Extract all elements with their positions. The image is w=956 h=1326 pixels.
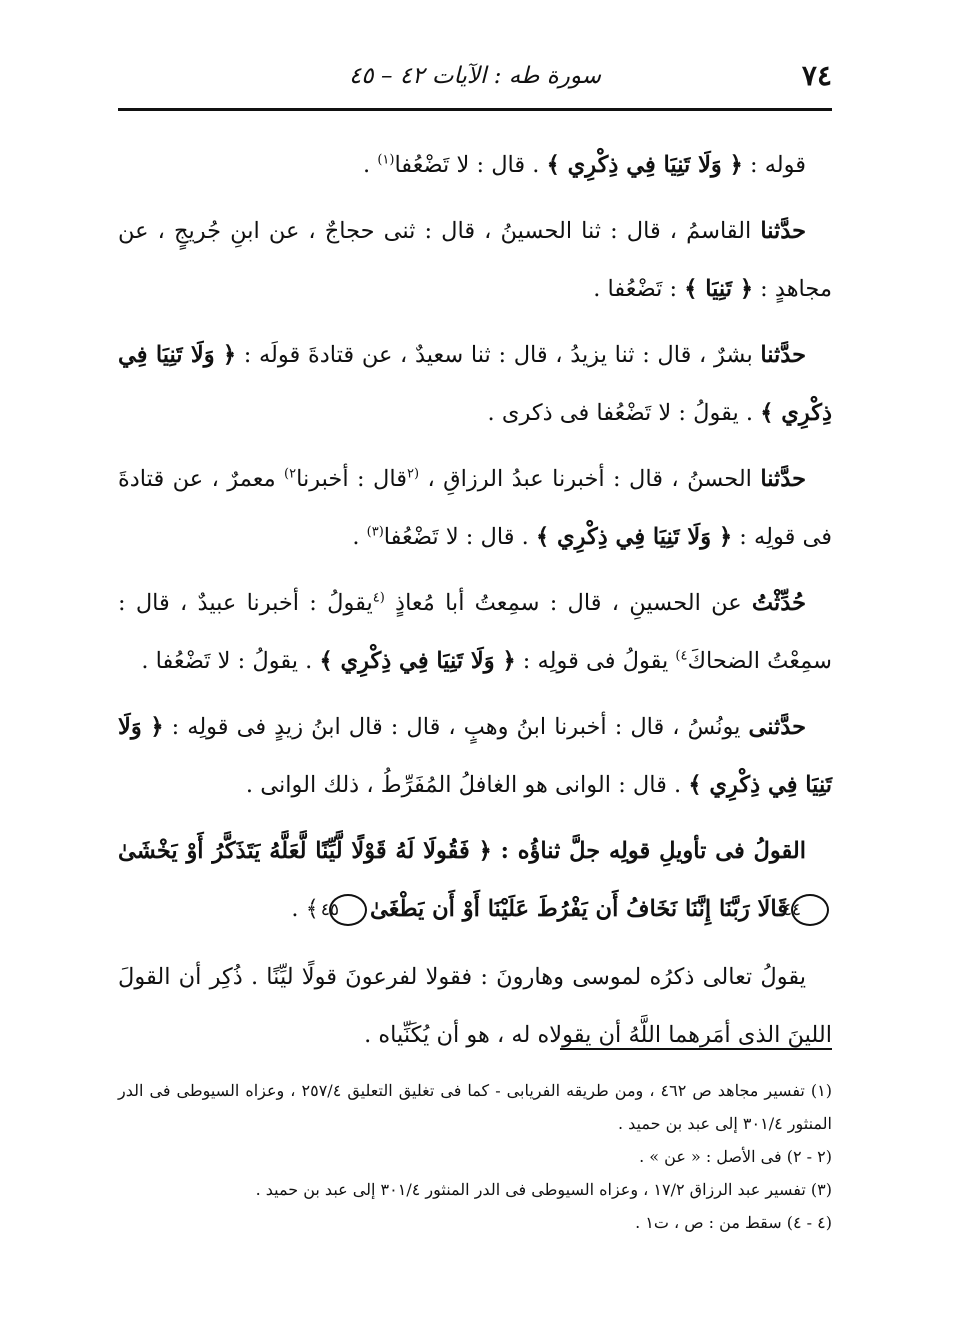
quran-quote: ﴿ تَنِيَا ﴾ [684,276,753,302]
paragraph-tail: . قال : الوانى هو الغافلُ المُفَرِّطُ ، ذلك الوانى . [245,772,689,798]
footnote-4: (٤ - ٤) سقط من : ص ، ت١ . [635,1213,832,1232]
paragraph-1 [118,136,832,194]
paragraph-5 [118,574,832,690]
footnote-3: (٣) تفسير عبد الرزاق ١٧/٢ ، وعزاه السيوطى فى الدر المنثور ٣٠١/٤ إلى عبد بن حميد . [255,1180,832,1199]
paragraph-7 [118,822,832,938]
quran-quote: ﴿ وَلَا تَنِيَا فِي ذِكْرِي ﴾ [118,342,832,426]
paragraph-text: القاسمُ ، قال : ثنا الحسينُ ، قال : ثنى حجاجٌ ، عن ابنِ جُريجٍ ، عن مجاهدٍ : [118,218,832,302]
paragraph-tail: ﴾ . [291,896,326,922]
footnote-rule [560,1048,832,1050]
section-heading: القولُ فى تأويلِ قولِه جلَّ ثناؤُه : [491,838,806,864]
quran-verse: قَالَا رَبَّنَا إِنَّنَا نَخَافُ أَن يَفْرُطَ عَلَيْنَا أَوْ أَن يَطْغَىٰ [369,896,788,922]
paragraph-lead: قوله : [742,152,806,178]
isnad-lead: حدَّثنا [760,218,806,244]
paragraph-text: يقولُ : أخبرنا عبيدٌ ، قال : سمِعْتُ الضحاكَ [118,590,832,674]
ayah-number-marker: ٤٤ [791,894,829,926]
paragraph-text: معمرٌ ، عن قتادةَ فى قولِه : [118,466,832,550]
paragraph-8 [118,948,832,1064]
paragraph-tail: . [352,524,367,550]
running-head: سورة طه : الآيات ٤٢ – ٤٥ [348,63,602,89]
quran-quote: ﴿ وَلَا تَنِيَا فِي ذِكْرِي ﴾ [546,152,743,178]
paragraph-3 [118,326,832,442]
quran-quote: ﴿ وَلَا تَنِيَا فِي ذِكْرِي ﴾ [319,648,516,674]
paragraph-tail: . يقولُ : لا تَضْعُفا فى ذكرى . [487,400,761,426]
quran-verse: ﴿ فَقُولَا لَهُ قَوْلًا لَّيِّنًا لَّعَلَّهُ يَتَذَكَّرُ أَوْ يَخْشَىٰ [118,838,492,864]
header-rule [118,108,832,111]
paragraph-text: الحسنُ ، قال : أخبرنا عبدُ الرزاقِ ، [419,466,761,492]
isnad-lead: حدَّثنا [760,342,806,368]
footnote-ref: ٢) [284,466,297,482]
paragraph-text: يقولُ تعالى ذكرُه لموسى وهارونَ : فقولا لفرعونَ قولًا ليِّنًا . ذُكِر أن القولَ اللينَ الذى أمَرهما اللَّهُ أن يقولاه له ، هو أن يُكَنِّياه . [118,964,832,1048]
footnote-ref: ٤) [675,648,688,664]
paragraph-text: بشرٌ ، قال : ثنا يزيدُ ، قال : ثنا سعيدٌ ، عن قتادةَ قولَه : [236,342,761,368]
footnote-ref: (٤ [372,590,385,606]
body-text [118,136,832,1072]
footnote-2: (٢ - ٢) فى الأصل : « عن » . [639,1147,832,1166]
paragraph-text: . قال : لا تَضْعُفا [383,524,536,550]
paragraph-tail: . يقولُ : لا تَضْعُفا . [141,648,320,674]
paragraph-tail: . [363,152,378,178]
isnad-lead: حدَّثنا [760,466,806,492]
ayah-number-marker: ٤٥ [329,894,367,926]
paragraph-text: يقولُ فى قولِه : [515,648,676,674]
paragraph-text: يونُسُ ، قال : أخبرنا ابنُ وهبٍ ، قال : قال ابنُ زيدٍ فى قولِه : [163,714,749,740]
paragraph-text: . قال : لا تَضْعُفا [394,152,547,178]
quran-quote: ﴿ وَلَا تَنِيَا فِي ذِكْرِي ﴾ [118,714,832,798]
paragraph-tail: : تَضْعُفا . [593,276,685,302]
paragraph-6 [118,698,832,814]
footnote-ref: (٣) [366,524,384,540]
isnad-lead: حُدِّثْتُ [751,590,806,616]
footnotes [118,1074,832,1239]
paragraph-text: قال : أخبرنا [296,466,407,492]
footnote-ref: (٢ [406,466,420,482]
paragraph-text: عن الحسينِ ، قال : سمِعتُ أبا مُعاذٍ [384,590,752,616]
paragraph-4 [118,450,832,566]
page-header [118,58,832,98]
footnote-1: (١) تفسير مجاهد ص ٤٦٢ ، ومن طريقه الفريابى - كما فى تغليق التعليق ٢٥٧/٤ ، وعزاه السيوطى فى الدر المنثور ٣٠١/٤ إلى عبد بن حميد . [118,1081,833,1133]
paragraph-2 [118,202,832,318]
page-number: ٧٤ [801,59,832,92]
quran-quote: ﴿ وَلَا تَنِيَا فِي ذِكْرِي ﴾ [535,524,733,550]
isnad-lead: حدَّثنى [748,714,806,740]
footnote-ref: (١) [377,152,395,168]
